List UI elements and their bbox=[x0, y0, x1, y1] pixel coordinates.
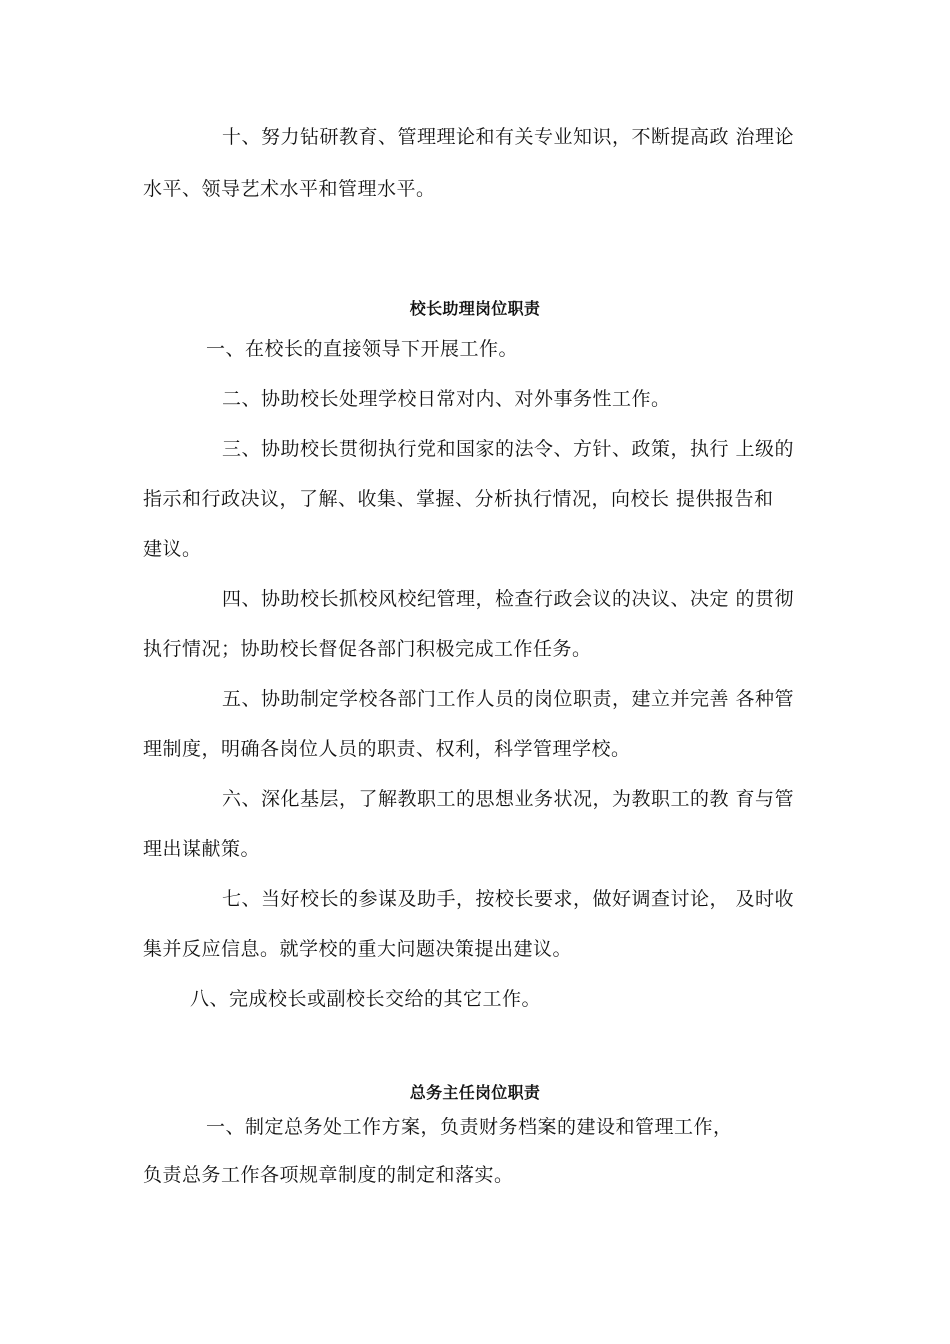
paragraph-line: 负责总务工作各项规章制度的制定和落实。 bbox=[143, 1164, 514, 1186]
paragraph-line: 集并反应信息。就学校的重大问题决策提出建议。 bbox=[143, 938, 573, 960]
paragraph-line: 建议。 bbox=[143, 538, 202, 560]
item-10-line-2: 水平、领导艺术水平和管理水平。 bbox=[143, 178, 436, 200]
paragraph-line: 理制度，明确各岗位人员的职责、权利，科学管理学校。 bbox=[143, 738, 631, 760]
item-10-line-1: 十、努力钻研教育、管理理论和有关专业知识，不断提高政 治理论 bbox=[222, 126, 795, 148]
paragraph-line: 四、协助校长抓校风校纪管理，检查行政会议的决议、决定 的贯彻 bbox=[222, 588, 795, 610]
paragraph-line: 六、深化基层，了解教职工的思想业务状况，为教职工的教 育与管 bbox=[222, 788, 795, 810]
paragraph-line: 二、协助校长处理学校日常对内、对外事务性工作。 bbox=[222, 388, 671, 410]
paragraph-line: 一、制定总务处工作方案，负责财务档案的建设和管理工作， bbox=[206, 1116, 733, 1138]
paragraph-line: 七、当好校长的参谋及助手，按校长要求，做好调查讨论， 及时收 bbox=[222, 888, 795, 910]
paragraph-line: 三、协助校长贯彻执行党和国家的法令、方针、政策，执行 上级的 bbox=[222, 438, 795, 460]
paragraph-line: 一、在校长的直接领导下开展工作。 bbox=[206, 338, 519, 360]
section-heading-general-affairs: 总务主任岗位职责 bbox=[409, 1083, 541, 1102]
paragraph-line: 指示和行政决议，了解、收集、掌握、分析执行情况，向校长 提供报告和 bbox=[143, 488, 774, 510]
paragraph-line: 理出谋献策。 bbox=[143, 838, 261, 860]
paragraph-line: 五、协助制定学校各部门工作人员的岗位职责，建立并完善 各种管 bbox=[222, 688, 795, 710]
paragraph-line: 执行情况；协助校长督促各部门积极完成工作任务。 bbox=[143, 638, 592, 660]
section-heading-assistant-principal: 校长助理岗位职责 bbox=[409, 299, 541, 318]
paragraph-line: 八、完成校长或副校长交给的其它工作。 bbox=[190, 988, 542, 1010]
